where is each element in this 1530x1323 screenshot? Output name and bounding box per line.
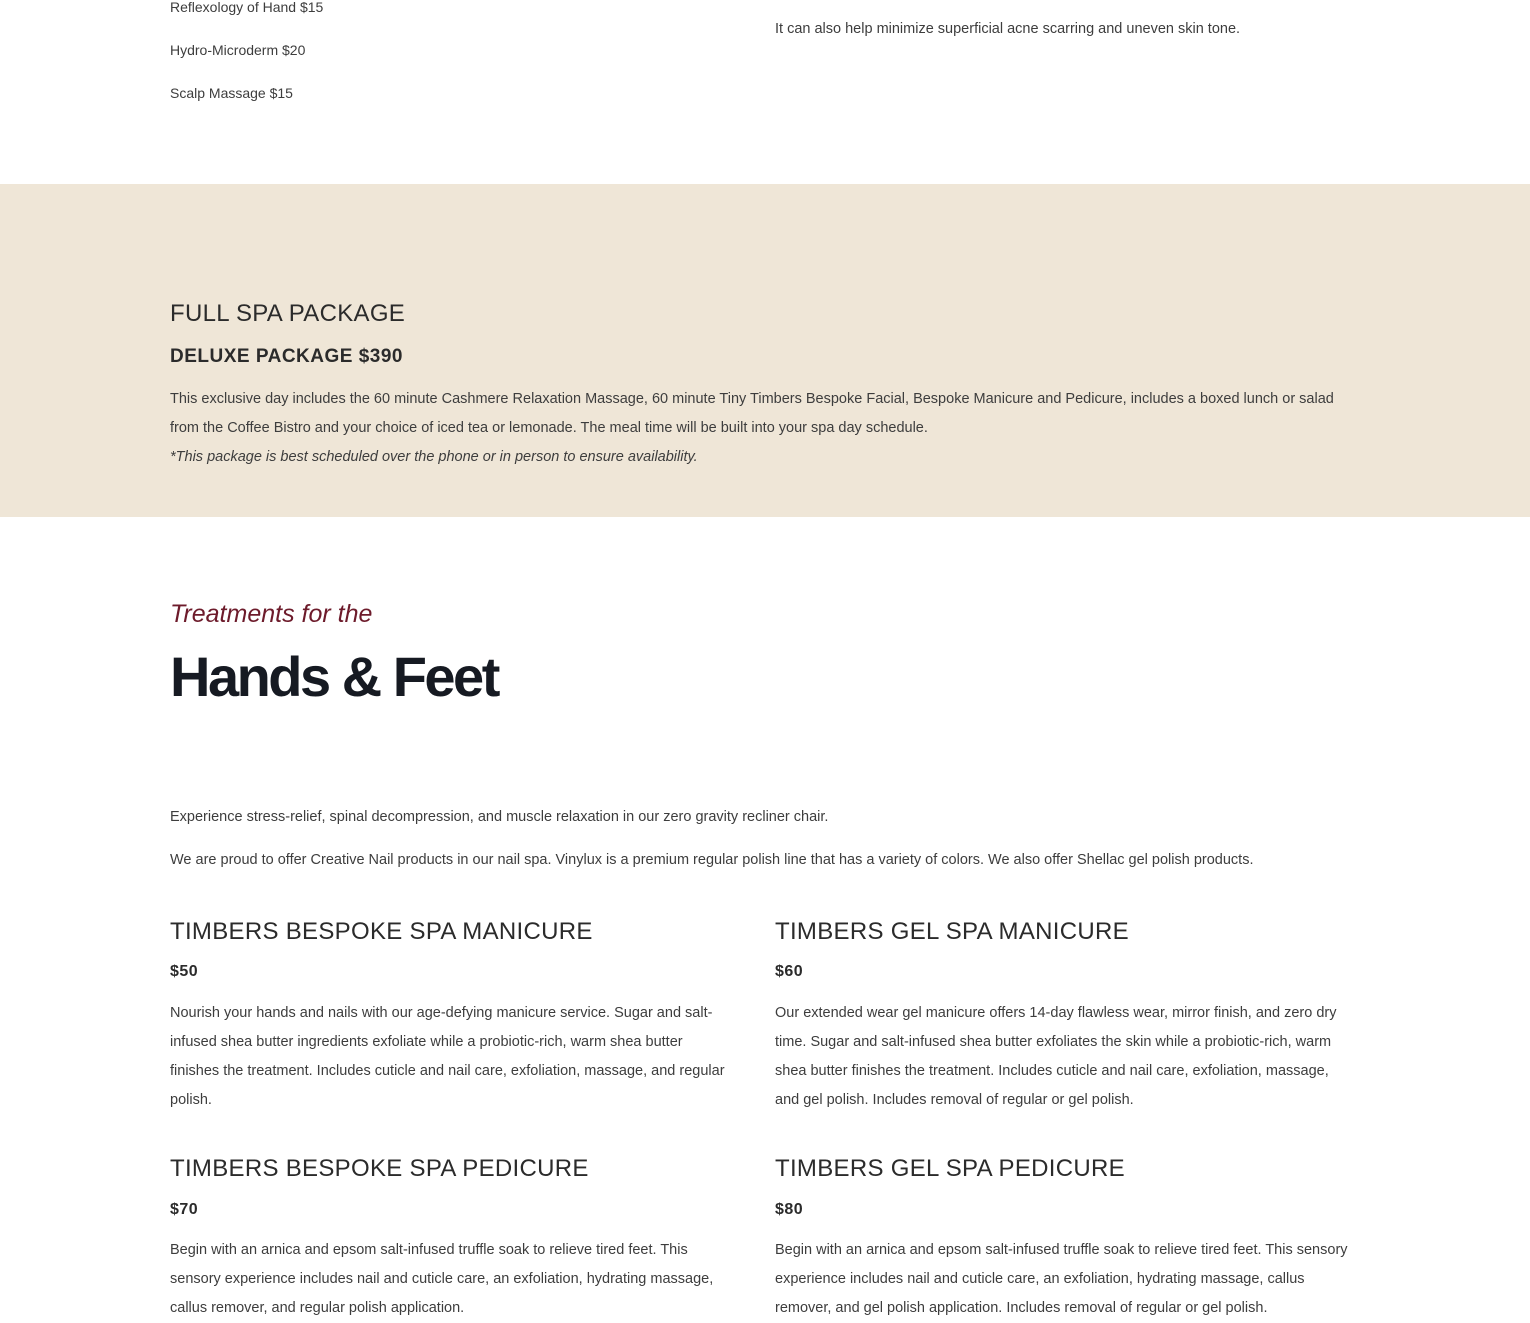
service-price: $80 xyxy=(775,1201,804,1218)
service-price: $50 xyxy=(170,963,199,980)
package-title: FULL SPA PACKAGE xyxy=(170,300,406,327)
service-title: TIMBERS GEL SPA PEDICURE xyxy=(775,1155,1125,1182)
service-title: TIMBERS BESPOKE SPA MANICURE xyxy=(170,918,593,945)
service-title: TIMBERS GEL SPA MANICURE xyxy=(775,918,1129,945)
service-description-partial xyxy=(775,0,1355,44)
addon-item: Reflexology of Hand $15 xyxy=(170,0,324,15)
service-description-tail: It can also help minimize superficial acne scarring and uneven skin tone. xyxy=(775,21,1241,37)
section-intro: Experience stress-relief, spinal decompression, and muscle relaxation in our zero gravity recliner chair. xyxy=(170,809,829,825)
package-description: This exclusive day includes the 60 minute Cashmere Relaxation Massage, 60 minute Tiny Timbers Bespoke Facial, Bespoke Manicure and Pedicure, includes a boxed lunch or salad from the Coffee Bistro and your choice of iced tea or lemonade. The meal time will be built into your spa day schedule. xyxy=(170,391,1334,436)
service-price: $60 xyxy=(775,963,804,980)
package-note: *This package is best scheduled over the phone or in person to ensure availability. xyxy=(170,449,698,465)
package-subtitle: DELUXE PACKAGE $390 xyxy=(170,346,403,367)
service-title: TIMBERS BESPOKE SPA PEDICURE xyxy=(170,1155,589,1182)
addon-item: Scalp Massage $15 xyxy=(170,85,293,101)
section-heading: Hands & Feet xyxy=(170,645,498,708)
service-description: Begin with an arnica and epsom salt-infused truffle soak to relieve tired feet. This sensory experience includes nail and cuticle care, an exfoliation, hydrating massage, callus remover, and gel polish application. Includes removal of regular or gel polish. xyxy=(775,1242,1348,1316)
service-description: Begin with an arnica and epsom salt-infused truffle soak to relieve tired feet. This sensory experience includes nail and cuticle care, an exfoliation, hydrating massage, callus remover, and regular polish application. xyxy=(170,1242,714,1316)
addon-item: Hydro-Microderm $20 xyxy=(170,42,306,58)
service-price: $70 xyxy=(170,1201,199,1218)
section-eyebrow: Treatments for the xyxy=(170,600,373,628)
section-intro: We are proud to offer Creative Nail products in our nail spa. Vinylux is a premium regular polish line that has a variety of colors. We also offer Shellac gel polish products. xyxy=(170,852,1254,868)
service-description: Our extended wear gel manicure offers 14-day flawless wear, mirror finish, and zero dry time. Sugar and salt-infused shea butter exfoliates the skin while a probiotic-rich, warm shea butter finishes the treatment. Includes cuticle and nail care, exfoliation, massage, and gel polish. Includes removal of regular or gel polish. xyxy=(775,1005,1337,1108)
service-description: Nourish your hands and nails with our age-defying manicure service. Sugar and salt-infused shea butter ingredients exfoliate while a probiotic-rich, warm shea butter finishes the treatment. Includes cuticle and nail care, exfoliation, massage, and regular polish. xyxy=(170,1005,725,1108)
